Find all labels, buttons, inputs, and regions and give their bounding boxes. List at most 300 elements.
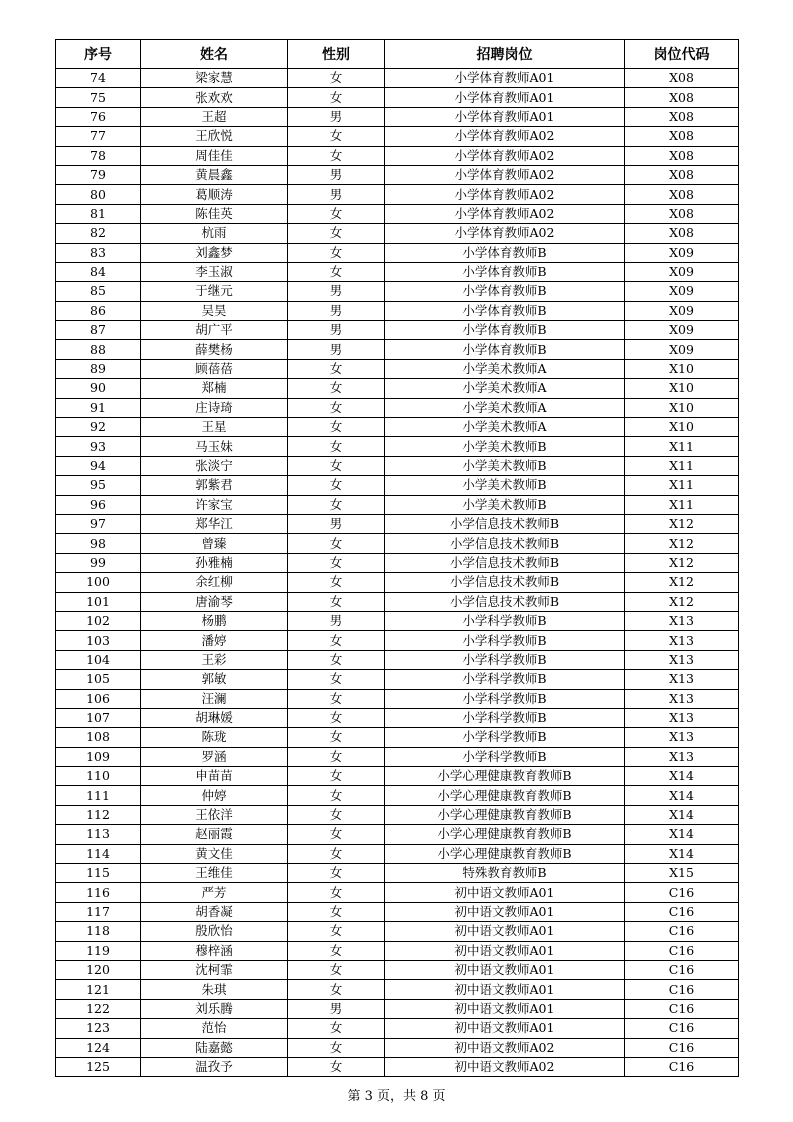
cell-name: 王超 xyxy=(141,107,288,126)
table-row xyxy=(56,708,739,727)
cell-name: 唐渝琴 xyxy=(141,592,288,611)
table-row xyxy=(56,379,739,398)
cell-position-code: X13 xyxy=(625,728,739,747)
cell-name: 胡香凝 xyxy=(141,902,288,921)
cell-gender: 女 xyxy=(288,379,385,398)
cell-position-code: X11 xyxy=(625,495,739,514)
table-row xyxy=(56,922,739,941)
cell-gender: 女 xyxy=(288,825,385,844)
cell-index: 102 xyxy=(56,611,141,630)
table-row xyxy=(56,243,739,262)
cell-position: 小学美术教师A xyxy=(385,379,625,398)
cell-gender: 男 xyxy=(288,107,385,126)
cell-position-code: X08 xyxy=(625,146,739,165)
cell-position-code: X13 xyxy=(625,670,739,689)
table-row xyxy=(56,650,739,669)
cell-position-code: X13 xyxy=(625,747,739,766)
cell-gender: 女 xyxy=(288,786,385,805)
cell-position: 小学美术教师B xyxy=(385,437,625,456)
cell-index: 84 xyxy=(56,262,141,281)
cell-index: 81 xyxy=(56,204,141,223)
table-row xyxy=(56,1057,739,1076)
cell-index: 122 xyxy=(56,999,141,1018)
cell-gender: 男 xyxy=(288,999,385,1018)
cell-position-code: X10 xyxy=(625,359,739,378)
header-name: 姓名 xyxy=(141,40,288,69)
cell-index: 112 xyxy=(56,805,141,824)
cell-position: 小学心理健康教育教师B xyxy=(385,767,625,786)
cell-gender: 女 xyxy=(288,224,385,243)
cell-name: 许家宝 xyxy=(141,495,288,514)
cell-position-code: C16 xyxy=(625,1057,739,1076)
cell-position: 小学信息技术教师B xyxy=(385,592,625,611)
table-row xyxy=(56,689,739,708)
cell-gender: 女 xyxy=(288,767,385,786)
cell-name: 范怡 xyxy=(141,1019,288,1038)
cell-index: 101 xyxy=(56,592,141,611)
cell-name: 汪澜 xyxy=(141,689,288,708)
cell-position-code: X13 xyxy=(625,631,739,650)
cell-position-code: X09 xyxy=(625,282,739,301)
cell-position: 初中语文教师A01 xyxy=(385,980,625,999)
cell-index: 79 xyxy=(56,165,141,184)
header-gender: 性别 xyxy=(288,40,385,69)
table-row xyxy=(56,476,739,495)
page-number-footer: 第 3 页，共 8 页 xyxy=(347,1089,446,1104)
cell-gender: 女 xyxy=(288,864,385,883)
cell-position: 小学科学教师B xyxy=(385,611,625,630)
table-row xyxy=(56,418,739,437)
cell-name: 陈珑 xyxy=(141,728,288,747)
cell-index: 107 xyxy=(56,708,141,727)
table-row xyxy=(56,1019,739,1038)
cell-name: 顾蓓蓓 xyxy=(141,359,288,378)
cell-position: 小学体育教师A01 xyxy=(385,88,625,107)
cell-position: 初中语文教师A01 xyxy=(385,902,625,921)
cell-gender: 女 xyxy=(288,902,385,921)
cell-name: 薛樊杨 xyxy=(141,340,288,359)
cell-position-code: X11 xyxy=(625,456,739,475)
cell-name: 吴昊 xyxy=(141,301,288,320)
cell-position-code: X12 xyxy=(625,514,739,533)
cell-position-code: X09 xyxy=(625,262,739,281)
table-row xyxy=(56,902,739,921)
cell-name: 郑楠 xyxy=(141,379,288,398)
table-row xyxy=(56,88,739,107)
table-row xyxy=(56,553,739,572)
cell-position: 小学体育教师B xyxy=(385,321,625,340)
cell-name: 朱琪 xyxy=(141,980,288,999)
table-row xyxy=(56,185,739,204)
cell-name: 周佳佳 xyxy=(141,146,288,165)
cell-name: 王星 xyxy=(141,418,288,437)
cell-name: 郭敏 xyxy=(141,670,288,689)
cell-position-code: X12 xyxy=(625,553,739,572)
cell-gender: 女 xyxy=(288,650,385,669)
cell-index: 124 xyxy=(56,1038,141,1057)
cell-name: 王欣悦 xyxy=(141,127,288,146)
table-row xyxy=(56,864,739,883)
document-page xyxy=(55,39,738,1077)
cell-gender: 女 xyxy=(288,922,385,941)
cell-position: 初中语文教师A01 xyxy=(385,883,625,902)
table-row xyxy=(56,747,739,766)
cell-index: 76 xyxy=(56,107,141,126)
cell-position: 初中语文教师A02 xyxy=(385,1038,625,1057)
cell-index: 87 xyxy=(56,321,141,340)
cell-position-code: X14 xyxy=(625,786,739,805)
cell-name: 温孜予 xyxy=(141,1057,288,1076)
cell-name: 严芳 xyxy=(141,883,288,902)
cell-index: 114 xyxy=(56,844,141,863)
cell-position: 小学心理健康教育教师B xyxy=(385,805,625,824)
cell-gender: 女 xyxy=(288,960,385,979)
cell-position: 初中语文教师A01 xyxy=(385,999,625,1018)
cell-index: 94 xyxy=(56,456,141,475)
cell-position-code: C16 xyxy=(625,902,739,921)
cell-name: 葛顺涛 xyxy=(141,185,288,204)
cell-name: 刘乐腾 xyxy=(141,999,288,1018)
table-row xyxy=(56,999,739,1018)
cell-position-code: X12 xyxy=(625,573,739,592)
cell-index: 98 xyxy=(56,534,141,553)
table-row xyxy=(56,301,739,320)
cell-gender: 男 xyxy=(288,340,385,359)
candidate-table xyxy=(55,39,739,1077)
cell-position-code: X13 xyxy=(625,611,739,630)
table-row xyxy=(56,321,739,340)
cell-gender: 女 xyxy=(288,359,385,378)
cell-index: 85 xyxy=(56,282,141,301)
table-row xyxy=(56,107,739,126)
cell-position-code: X10 xyxy=(625,379,739,398)
cell-gender: 女 xyxy=(288,553,385,572)
cell-name: 陆嘉懿 xyxy=(141,1038,288,1057)
cell-gender: 女 xyxy=(288,88,385,107)
cell-name: 沈柯霏 xyxy=(141,960,288,979)
table-row xyxy=(56,670,739,689)
cell-position-code: X12 xyxy=(625,534,739,553)
table-row xyxy=(56,165,739,184)
table-row xyxy=(56,69,739,88)
cell-position-code: C16 xyxy=(625,1019,739,1038)
cell-position-code: X08 xyxy=(625,165,739,184)
table-row xyxy=(56,262,739,281)
cell-index: 116 xyxy=(56,883,141,902)
table-row xyxy=(56,534,739,553)
cell-gender: 女 xyxy=(288,631,385,650)
cell-position: 小学科学教师B xyxy=(385,708,625,727)
cell-index: 123 xyxy=(56,1019,141,1038)
cell-gender: 女 xyxy=(288,805,385,824)
cell-index: 95 xyxy=(56,476,141,495)
cell-gender: 女 xyxy=(288,418,385,437)
cell-name: 胡琳媛 xyxy=(141,708,288,727)
cell-name: 王彩 xyxy=(141,650,288,669)
cell-name: 穆梓涵 xyxy=(141,941,288,960)
cell-position: 小学体育教师A02 xyxy=(385,204,625,223)
cell-name: 于继元 xyxy=(141,282,288,301)
cell-index: 96 xyxy=(56,495,141,514)
table-row xyxy=(56,611,739,630)
cell-gender: 女 xyxy=(288,69,385,88)
table-row xyxy=(56,437,739,456)
cell-index: 125 xyxy=(56,1057,141,1076)
cell-name: 王维佳 xyxy=(141,864,288,883)
cell-gender: 女 xyxy=(288,146,385,165)
table-row xyxy=(56,456,739,475)
cell-position-code: X14 xyxy=(625,844,739,863)
cell-name: 杭雨 xyxy=(141,224,288,243)
cell-name: 李玉淑 xyxy=(141,262,288,281)
table-row xyxy=(56,728,739,747)
cell-position: 特殊教育教师B xyxy=(385,864,625,883)
cell-gender: 女 xyxy=(288,670,385,689)
cell-name: 郭紫君 xyxy=(141,476,288,495)
cell-position-code: X14 xyxy=(625,825,739,844)
table-row xyxy=(56,398,739,417)
cell-position: 小学体育教师A01 xyxy=(385,69,625,88)
cell-index: 89 xyxy=(56,359,141,378)
cell-gender: 男 xyxy=(288,165,385,184)
cell-index: 117 xyxy=(56,902,141,921)
cell-gender: 男 xyxy=(288,282,385,301)
cell-position: 小学体育教师A02 xyxy=(385,127,625,146)
cell-position: 小学体育教师A02 xyxy=(385,165,625,184)
cell-index: 93 xyxy=(56,437,141,456)
cell-position: 小学科学教师B xyxy=(385,650,625,669)
cell-gender: 女 xyxy=(288,495,385,514)
table-body xyxy=(56,69,739,1077)
table-row xyxy=(56,514,739,533)
cell-position-code: C16 xyxy=(625,1038,739,1057)
table-row xyxy=(56,767,739,786)
cell-position: 初中语文教师A01 xyxy=(385,941,625,960)
cell-position-code: X14 xyxy=(625,767,739,786)
cell-gender: 女 xyxy=(288,844,385,863)
header-position-code: 岗位代码 xyxy=(625,40,739,69)
table-header-row xyxy=(56,40,739,69)
cell-index: 77 xyxy=(56,127,141,146)
table-row xyxy=(56,941,739,960)
cell-position: 小学美术教师A xyxy=(385,418,625,437)
cell-index: 83 xyxy=(56,243,141,262)
table-row xyxy=(56,592,739,611)
cell-index: 97 xyxy=(56,514,141,533)
cell-gender: 男 xyxy=(288,301,385,320)
cell-position: 小学美术教师A xyxy=(385,359,625,378)
cell-position-code: C16 xyxy=(625,999,739,1018)
table-row xyxy=(56,495,739,514)
cell-name: 张淡宁 xyxy=(141,456,288,475)
cell-index: 100 xyxy=(56,573,141,592)
cell-position-code: X09 xyxy=(625,301,739,320)
cell-index: 99 xyxy=(56,553,141,572)
cell-index: 115 xyxy=(56,864,141,883)
cell-gender: 男 xyxy=(288,514,385,533)
cell-position: 小学体育教师B xyxy=(385,262,625,281)
cell-index: 75 xyxy=(56,88,141,107)
cell-gender: 女 xyxy=(288,476,385,495)
cell-gender: 女 xyxy=(288,534,385,553)
cell-index: 106 xyxy=(56,689,141,708)
cell-position-code: X10 xyxy=(625,418,739,437)
cell-position: 小学体育教师A01 xyxy=(385,107,625,126)
cell-gender: 女 xyxy=(288,708,385,727)
table-row xyxy=(56,960,739,979)
table-row xyxy=(56,825,739,844)
cell-position: 小学美术教师B xyxy=(385,476,625,495)
cell-index: 109 xyxy=(56,747,141,766)
table-row xyxy=(56,805,739,824)
table-row xyxy=(56,204,739,223)
cell-gender: 男 xyxy=(288,611,385,630)
table-row xyxy=(56,282,739,301)
cell-position: 初中语文教师A01 xyxy=(385,1019,625,1038)
cell-position: 初中语文教师A01 xyxy=(385,960,625,979)
cell-position-code: X14 xyxy=(625,805,739,824)
cell-name: 殷欣怡 xyxy=(141,922,288,941)
cell-position: 小学信息技术教师B xyxy=(385,573,625,592)
table-row xyxy=(56,883,739,902)
table-row xyxy=(56,573,739,592)
cell-position-code: X10 xyxy=(625,398,739,417)
cell-position-code: X15 xyxy=(625,864,739,883)
cell-index: 104 xyxy=(56,650,141,669)
cell-position-code: X09 xyxy=(625,321,739,340)
cell-gender: 女 xyxy=(288,728,385,747)
cell-position: 小学信息技术教师B xyxy=(385,534,625,553)
cell-name: 张欢欢 xyxy=(141,88,288,107)
cell-name: 黄文佳 xyxy=(141,844,288,863)
cell-gender: 女 xyxy=(288,941,385,960)
cell-index: 105 xyxy=(56,670,141,689)
cell-name: 胡广平 xyxy=(141,321,288,340)
cell-index: 110 xyxy=(56,767,141,786)
cell-name: 杨鹏 xyxy=(141,611,288,630)
table-row xyxy=(56,980,739,999)
cell-name: 余红柳 xyxy=(141,573,288,592)
cell-position: 初中语文教师A02 xyxy=(385,1057,625,1076)
cell-index: 103 xyxy=(56,631,141,650)
header-position: 招聘岗位 xyxy=(385,40,625,69)
cell-position-code: X08 xyxy=(625,88,739,107)
cell-position-code: X08 xyxy=(625,69,739,88)
cell-index: 120 xyxy=(56,960,141,979)
cell-gender: 女 xyxy=(288,243,385,262)
cell-position: 小学科学教师B xyxy=(385,728,625,747)
cell-position: 小学体育教师B xyxy=(385,243,625,262)
cell-gender: 女 xyxy=(288,592,385,611)
table-row xyxy=(56,1038,739,1057)
cell-gender: 男 xyxy=(288,185,385,204)
cell-name: 庄诗琦 xyxy=(141,398,288,417)
cell-gender: 女 xyxy=(288,689,385,708)
cell-index: 113 xyxy=(56,825,141,844)
cell-position-code: C16 xyxy=(625,922,739,941)
cell-position: 小学心理健康教育教师B xyxy=(385,825,625,844)
cell-position: 小学体育教师B xyxy=(385,282,625,301)
cell-position: 小学心理健康教育教师B xyxy=(385,844,625,863)
cell-position: 小学科学教师B xyxy=(385,747,625,766)
cell-index: 86 xyxy=(56,301,141,320)
cell-name: 潘婷 xyxy=(141,631,288,650)
table-row xyxy=(56,844,739,863)
cell-position: 小学美术教师B xyxy=(385,495,625,514)
cell-position-code: X08 xyxy=(625,127,739,146)
cell-position: 小学体育教师B xyxy=(385,340,625,359)
cell-position-code: X08 xyxy=(625,204,739,223)
cell-name: 曾臻 xyxy=(141,534,288,553)
cell-name: 孙雅楠 xyxy=(141,553,288,572)
cell-gender: 男 xyxy=(288,321,385,340)
cell-position-code: X08 xyxy=(625,185,739,204)
cell-position-code: X13 xyxy=(625,708,739,727)
cell-index: 80 xyxy=(56,185,141,204)
cell-position: 小学美术教师B xyxy=(385,456,625,475)
table-row xyxy=(56,224,739,243)
cell-position: 小学美术教师A xyxy=(385,398,625,417)
cell-gender: 女 xyxy=(288,573,385,592)
table-row xyxy=(56,786,739,805)
cell-position-code: X12 xyxy=(625,592,739,611)
cell-position: 小学体育教师A02 xyxy=(385,224,625,243)
table-row xyxy=(56,359,739,378)
cell-index: 92 xyxy=(56,418,141,437)
cell-position: 小学信息技术教师B xyxy=(385,553,625,572)
cell-position: 小学科学教师B xyxy=(385,631,625,650)
cell-gender: 女 xyxy=(288,1057,385,1076)
cell-position: 小学体育教师A02 xyxy=(385,146,625,165)
cell-name: 陈佳英 xyxy=(141,204,288,223)
cell-position: 小学科学教师B xyxy=(385,689,625,708)
cell-position-code: X13 xyxy=(625,650,739,669)
cell-gender: 女 xyxy=(288,204,385,223)
cell-position-code: X09 xyxy=(625,243,739,262)
cell-gender: 女 xyxy=(288,127,385,146)
cell-name: 郑华江 xyxy=(141,514,288,533)
cell-position-code: C16 xyxy=(625,883,739,902)
cell-index: 90 xyxy=(56,379,141,398)
cell-position: 小学心理健康教育教师B xyxy=(385,786,625,805)
cell-name: 罗涵 xyxy=(141,747,288,766)
cell-index: 118 xyxy=(56,922,141,941)
cell-position-code: C16 xyxy=(625,941,739,960)
cell-index: 78 xyxy=(56,146,141,165)
cell-name: 仲婷 xyxy=(141,786,288,805)
cell-position-code: X11 xyxy=(625,476,739,495)
cell-position-code: C16 xyxy=(625,980,739,999)
cell-gender: 女 xyxy=(288,456,385,475)
cell-index: 111 xyxy=(56,786,141,805)
header-index: 序号 xyxy=(56,40,141,69)
cell-name: 梁家慧 xyxy=(141,69,288,88)
cell-position: 小学体育教师B xyxy=(385,301,625,320)
cell-gender: 女 xyxy=(288,398,385,417)
cell-position: 小学信息技术教师B xyxy=(385,514,625,533)
cell-gender: 女 xyxy=(288,1038,385,1057)
cell-position-code: X08 xyxy=(625,224,739,243)
cell-gender: 女 xyxy=(288,883,385,902)
cell-index: 82 xyxy=(56,224,141,243)
table-row xyxy=(56,146,739,165)
table-row xyxy=(56,127,739,146)
cell-name: 王依洋 xyxy=(141,805,288,824)
cell-position-code: X08 xyxy=(625,107,739,126)
cell-name: 赵丽霞 xyxy=(141,825,288,844)
cell-index: 108 xyxy=(56,728,141,747)
cell-index: 74 xyxy=(56,69,141,88)
